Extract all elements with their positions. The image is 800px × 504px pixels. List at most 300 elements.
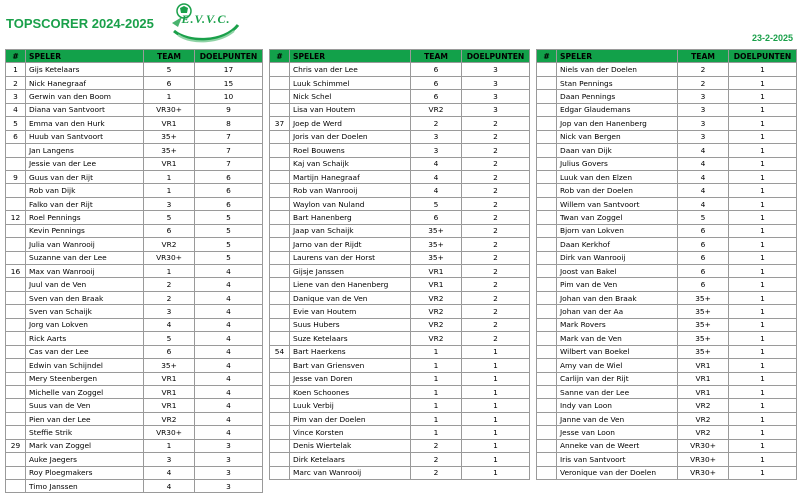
team-cell: 1 xyxy=(144,90,195,103)
table-row xyxy=(270,103,530,116)
rank-cell xyxy=(537,117,557,130)
team-cell: 6 xyxy=(678,278,729,291)
table-row xyxy=(6,426,263,439)
table-row xyxy=(537,265,797,278)
rank-cell xyxy=(270,170,290,183)
team-cell: 35+ xyxy=(144,144,195,157)
player-cell: Roel Bouwens xyxy=(290,144,411,157)
player-cell: Waylon van Nuland xyxy=(290,197,411,210)
goals-header: DOELPUNTEN xyxy=(729,50,797,63)
player-cell: Koen Schoones xyxy=(290,385,411,398)
team-cell: VR2 xyxy=(678,399,729,412)
table-row xyxy=(537,130,797,143)
rank-cell xyxy=(6,332,26,345)
rank-cell xyxy=(537,170,557,183)
player-cell: Steffie Strik xyxy=(26,426,144,439)
team-cell: 4 xyxy=(678,197,729,210)
table-row xyxy=(6,439,263,452)
table-row xyxy=(537,224,797,237)
team-cell: 35+ xyxy=(678,305,729,318)
player-cell: Twan van Zoggel xyxy=(557,211,678,224)
rank-cell xyxy=(6,305,26,318)
table-row xyxy=(537,184,797,197)
team-cell: VR30+ xyxy=(678,453,729,466)
team-cell: 2 xyxy=(411,439,462,452)
player-cell: Mark van Zoggel xyxy=(26,439,144,452)
team-cell: 1 xyxy=(411,345,462,358)
table-row xyxy=(6,63,263,76)
team-cell: 1 xyxy=(144,184,195,197)
rank-cell xyxy=(537,453,557,466)
table-row xyxy=(6,359,263,372)
team-cell: VR30+ xyxy=(144,251,195,264)
team-cell: 35+ xyxy=(678,318,729,331)
goals-cell: 1 xyxy=(729,117,797,130)
rank-cell xyxy=(537,103,557,116)
goals-cell: 1 xyxy=(729,144,797,157)
table-row xyxy=(270,224,530,237)
table-row xyxy=(6,184,263,197)
player-cell: Anneke van de Weert xyxy=(557,439,678,452)
rank-cell xyxy=(6,412,26,425)
player-cell: Mark Rovers xyxy=(557,318,678,331)
table-row xyxy=(270,318,530,331)
goals-cell: 2 xyxy=(462,305,530,318)
rank-cell xyxy=(270,318,290,331)
goals-cell: 1 xyxy=(462,385,530,398)
table-row xyxy=(6,332,263,345)
team-cell: 3 xyxy=(144,197,195,210)
table-row xyxy=(270,144,530,157)
team-cell: 3 xyxy=(678,103,729,116)
rank-header: # xyxy=(537,50,557,63)
rank-cell xyxy=(270,291,290,304)
goals-cell: 4 xyxy=(195,291,263,304)
rank-cell xyxy=(270,197,290,210)
team-cell: 3 xyxy=(678,117,729,130)
rank-cell xyxy=(270,466,290,479)
goals-cell: 1 xyxy=(729,224,797,237)
goals-cell: 1 xyxy=(462,399,530,412)
rank-cell xyxy=(270,453,290,466)
table-row xyxy=(537,197,797,210)
player-cell: Danique van de Ven xyxy=(290,291,411,304)
goals-cell: 3 xyxy=(462,103,530,116)
table-row xyxy=(537,157,797,170)
player-cell: Iris van Santvoort xyxy=(557,453,678,466)
player-cell: Bart van Griensven xyxy=(290,359,411,372)
rank-cell xyxy=(270,184,290,197)
table-row xyxy=(537,103,797,116)
team-cell: 3 xyxy=(144,305,195,318)
table-row xyxy=(537,251,797,264)
player-cell: Falko van der Rijt xyxy=(26,197,144,210)
goals-cell: 1 xyxy=(729,170,797,183)
player-cell: Jaap van Schaijk xyxy=(290,224,411,237)
goals-cell: 2 xyxy=(462,291,530,304)
rank-cell: 4 xyxy=(6,103,26,116)
table-row xyxy=(6,318,263,331)
rank-cell: 5 xyxy=(6,117,26,130)
team-cell: VR1 xyxy=(411,265,462,278)
table-row xyxy=(270,157,530,170)
team-cell: 5 xyxy=(411,197,462,210)
goals-cell: 1 xyxy=(729,76,797,89)
table-row xyxy=(537,359,797,372)
goals-cell: 1 xyxy=(729,291,797,304)
rank-cell xyxy=(537,439,557,452)
team-cell: 1 xyxy=(144,170,195,183)
rank-cell xyxy=(537,63,557,76)
player-cell: Vince Korsten xyxy=(290,426,411,439)
rank-cell xyxy=(270,157,290,170)
goals-cell: 2 xyxy=(462,130,530,143)
goals-cell: 4 xyxy=(195,372,263,385)
table-row xyxy=(6,385,263,398)
goals-cell: 1 xyxy=(729,197,797,210)
goals-cell: 1 xyxy=(729,184,797,197)
player-cell: Rob van Wanrooij xyxy=(290,184,411,197)
rank-cell xyxy=(537,412,557,425)
rank-cell xyxy=(537,251,557,264)
goals-cell: 8 xyxy=(195,117,263,130)
rank-cell xyxy=(6,399,26,412)
table-row xyxy=(6,251,263,264)
goals-cell: 4 xyxy=(195,265,263,278)
table-row xyxy=(270,305,530,318)
rank-cell xyxy=(537,157,557,170)
table-row xyxy=(537,399,797,412)
goals-cell: 3 xyxy=(195,439,263,452)
table-row xyxy=(6,278,263,291)
rank-cell xyxy=(537,399,557,412)
team-cell: 1 xyxy=(144,439,195,452)
team-cell: 6 xyxy=(411,90,462,103)
rank-cell: 6 xyxy=(6,130,26,143)
team-cell: 35+ xyxy=(144,130,195,143)
rank-cell xyxy=(6,385,26,398)
team-cell: VR2 xyxy=(144,412,195,425)
player-cell: Suus van de Ven xyxy=(26,399,144,412)
player-cell: Bjorn van Lokven xyxy=(557,224,678,237)
goals-cell: 3 xyxy=(195,453,263,466)
team-cell: 6 xyxy=(678,238,729,251)
rank-cell xyxy=(270,332,290,345)
goals-cell: 1 xyxy=(729,103,797,116)
table-row xyxy=(6,399,263,412)
rank-cell xyxy=(537,345,557,358)
rank-cell xyxy=(537,359,557,372)
player-cell: Daan van Dijk xyxy=(557,144,678,157)
goals-cell: 1 xyxy=(729,372,797,385)
team-cell: VR30+ xyxy=(678,439,729,452)
rank-cell xyxy=(270,426,290,439)
goals-cell: 4 xyxy=(195,385,263,398)
goals-cell: 1 xyxy=(462,372,530,385)
player-cell: Timo Janssen xyxy=(26,480,144,493)
goals-cell: 1 xyxy=(462,345,530,358)
player-cell: Kaj van Schaijk xyxy=(290,157,411,170)
player-cell: Mery Steenbergen xyxy=(26,372,144,385)
team-cell: 35+ xyxy=(411,224,462,237)
table-row xyxy=(6,453,263,466)
table-row xyxy=(537,63,797,76)
goals-cell: 1 xyxy=(729,63,797,76)
team-cell: 4 xyxy=(144,466,195,479)
team-header: TEAM xyxy=(678,50,729,63)
table-row xyxy=(270,265,530,278)
player-cell: Gijsje Janssen xyxy=(290,265,411,278)
rank-cell xyxy=(6,453,26,466)
team-cell: VR2 xyxy=(144,238,195,251)
team-cell: 4 xyxy=(678,157,729,170)
rank-cell xyxy=(537,90,557,103)
rank-cell xyxy=(6,291,26,304)
table-row xyxy=(270,453,530,466)
rank-cell xyxy=(270,103,290,116)
player-cell: Joep de Werd xyxy=(290,117,411,130)
table-row xyxy=(537,76,797,89)
team-cell: 35+ xyxy=(144,359,195,372)
table-row xyxy=(537,426,797,439)
team-cell: 35+ xyxy=(411,251,462,264)
rank-cell xyxy=(270,278,290,291)
goals-cell: 6 xyxy=(195,197,263,210)
player-cell: Pim van der Doelen xyxy=(290,412,411,425)
table-header-row xyxy=(270,50,530,63)
team-cell: VR1 xyxy=(144,117,195,130)
rank-cell xyxy=(537,211,557,224)
rank-cell xyxy=(6,224,26,237)
team-cell: VR30+ xyxy=(144,426,195,439)
goals-cell: 9 xyxy=(195,103,263,116)
team-cell: 1 xyxy=(411,372,462,385)
goals-cell: 1 xyxy=(729,345,797,358)
team-cell: 4 xyxy=(678,144,729,157)
goals-header: DOELPUNTEN xyxy=(462,50,530,63)
goals-cell: 6 xyxy=(195,170,263,183)
team-cell: 6 xyxy=(144,76,195,89)
player-cell: Amy van de Wiel xyxy=(557,359,678,372)
table-row xyxy=(270,359,530,372)
team-cell: VR2 xyxy=(411,103,462,116)
goals-cell: 1 xyxy=(729,238,797,251)
rank-cell xyxy=(6,184,26,197)
player-cell: Nick van Bergen xyxy=(557,130,678,143)
team-cell: 4 xyxy=(144,318,195,331)
player-cell: Indy van Loon xyxy=(557,399,678,412)
table-row xyxy=(270,466,530,479)
table-row xyxy=(270,130,530,143)
rank-cell: 9 xyxy=(6,170,26,183)
goals-cell: 1 xyxy=(729,466,797,479)
player-cell: Sven van Schaijk xyxy=(26,305,144,318)
table-row xyxy=(537,117,797,130)
player-cell: Rick Aarts xyxy=(26,332,144,345)
goals-cell: 5 xyxy=(195,211,263,224)
goals-cell: 1 xyxy=(729,439,797,452)
player-cell: Jop van den Hanenberg xyxy=(557,117,678,130)
rank-cell xyxy=(6,157,26,170)
table-row xyxy=(537,412,797,425)
goals-cell: 5 xyxy=(195,224,263,237)
player-cell: Pim van de Ven xyxy=(557,278,678,291)
rank-cell xyxy=(270,412,290,425)
table-row xyxy=(6,224,263,237)
player-cell: Sven van den Braak xyxy=(26,291,144,304)
player-cell: Janne van de Ven xyxy=(557,412,678,425)
player-cell: Bart Haerkens xyxy=(290,345,411,358)
rank-cell xyxy=(270,63,290,76)
team-cell: VR1 xyxy=(144,385,195,398)
team-cell: VR1 xyxy=(678,372,729,385)
table-row xyxy=(6,197,263,210)
team-cell: VR1 xyxy=(678,359,729,372)
player-cell: Jesse van Doren xyxy=(290,372,411,385)
goals-cell: 3 xyxy=(195,480,263,493)
goals-cell: 4 xyxy=(195,278,263,291)
table-row xyxy=(270,372,530,385)
goals-cell: 1 xyxy=(729,157,797,170)
rank-cell xyxy=(270,76,290,89)
player-cell: Joris van der Doelen xyxy=(290,130,411,143)
table-row xyxy=(537,439,797,452)
player-cell: Dirk van Wanrooij xyxy=(557,251,678,264)
team-cell: VR2 xyxy=(411,318,462,331)
rank-cell xyxy=(537,224,557,237)
club-logo-text: E.V.V.C. xyxy=(181,12,231,26)
report-date: 23-2-2025 xyxy=(751,33,793,43)
table-header-row xyxy=(537,50,797,63)
goals-header: DOELPUNTEN xyxy=(195,50,263,63)
goals-cell: 3 xyxy=(462,63,530,76)
rank-cell xyxy=(6,251,26,264)
player-cell: Rob van Dijk xyxy=(26,184,144,197)
player-cell: Max van Wanrooij xyxy=(26,265,144,278)
goals-cell: 2 xyxy=(462,170,530,183)
table-row xyxy=(537,211,797,224)
table-row xyxy=(270,332,530,345)
goals-cell: 4 xyxy=(195,426,263,439)
player-cell: Luuk Verbij xyxy=(290,399,411,412)
rank-cell xyxy=(270,305,290,318)
table-row xyxy=(537,466,797,479)
team-cell: 6 xyxy=(411,211,462,224)
rank-cell xyxy=(270,359,290,372)
rank-cell xyxy=(270,439,290,452)
goals-cell: 4 xyxy=(195,332,263,345)
goals-cell: 1 xyxy=(729,318,797,331)
rank-cell xyxy=(270,251,290,264)
table-row xyxy=(270,184,530,197)
team-cell: 2 xyxy=(144,291,195,304)
goals-cell: 1 xyxy=(729,453,797,466)
goals-cell: 2 xyxy=(462,224,530,237)
player-cell: Johan van der Aa xyxy=(557,305,678,318)
rank-cell xyxy=(6,359,26,372)
team-cell: 6 xyxy=(411,76,462,89)
goals-cell: 1 xyxy=(729,305,797,318)
rank-cell: 37 xyxy=(270,117,290,130)
player-cell: Stan Pennings xyxy=(557,76,678,89)
team-cell: VR1 xyxy=(144,157,195,170)
table-row xyxy=(537,453,797,466)
goals-cell: 2 xyxy=(462,157,530,170)
player-cell: Roel Pennings xyxy=(26,211,144,224)
goals-cell: 10 xyxy=(195,90,263,103)
rank-cell xyxy=(6,318,26,331)
team-cell: 3 xyxy=(144,453,195,466)
team-cell: 1 xyxy=(411,359,462,372)
goals-cell: 1 xyxy=(729,385,797,398)
table-header-row xyxy=(6,50,263,63)
player-cell: Nick Hanegraaf xyxy=(26,76,144,89)
goals-cell: 2 xyxy=(462,197,530,210)
rank-cell xyxy=(537,184,557,197)
table-row xyxy=(6,345,263,358)
player-cell: Guus van der Rijt xyxy=(26,170,144,183)
player-cell: Dirk Ketelaars xyxy=(290,453,411,466)
table-row xyxy=(6,76,263,89)
goals-cell: 2 xyxy=(462,144,530,157)
team-cell: VR2 xyxy=(411,305,462,318)
team-cell: 2 xyxy=(411,466,462,479)
goals-cell: 2 xyxy=(462,211,530,224)
player-cell: Laurens van der Horst xyxy=(290,251,411,264)
player-cell: Liene van den Hanenberg xyxy=(290,278,411,291)
table-row xyxy=(6,412,263,425)
player-cell: Rob van der Doelen xyxy=(557,184,678,197)
rank-cell xyxy=(6,238,26,251)
goals-cell: 1 xyxy=(729,359,797,372)
goals-cell: 1 xyxy=(462,466,530,479)
rank-cell xyxy=(537,372,557,385)
table-row xyxy=(270,399,530,412)
team-cell: 6 xyxy=(678,224,729,237)
team-cell: 1 xyxy=(411,412,462,425)
player-cell: Carlijn van der Rijt xyxy=(557,372,678,385)
player-cell: Edgar Glaudemans xyxy=(557,103,678,116)
player-cell: Willem van Santvoort xyxy=(557,197,678,210)
goals-cell: 5 xyxy=(195,251,263,264)
player-cell: Julius Govers xyxy=(557,157,678,170)
team-header: TEAM xyxy=(144,50,195,63)
player-cell: Jarno van der Rijdt xyxy=(290,238,411,251)
player-cell: Cas van der Lee xyxy=(26,345,144,358)
table-row xyxy=(6,90,263,103)
team-cell: 1 xyxy=(411,399,462,412)
scorer-table-3 xyxy=(536,49,797,480)
rank-cell: 2 xyxy=(6,76,26,89)
rank-cell xyxy=(537,130,557,143)
rank-cell xyxy=(270,265,290,278)
table-row xyxy=(6,265,263,278)
team-cell: 4 xyxy=(144,480,195,493)
player-cell: Edwin van Schijndel xyxy=(26,359,144,372)
player-cell: Martijn Hanegraaf xyxy=(290,170,411,183)
player-header: SPELER xyxy=(290,50,411,63)
player-cell: Nick Schel xyxy=(290,90,411,103)
table-row xyxy=(270,90,530,103)
rank-cell xyxy=(270,238,290,251)
team-cell: 2 xyxy=(678,76,729,89)
player-cell: Gijs Ketelaars xyxy=(26,63,144,76)
table-row xyxy=(6,103,263,116)
goals-cell: 17 xyxy=(195,63,263,76)
table-row xyxy=(6,291,263,304)
goals-cell: 2 xyxy=(462,265,530,278)
player-cell: Daan Kerkhof xyxy=(557,238,678,251)
